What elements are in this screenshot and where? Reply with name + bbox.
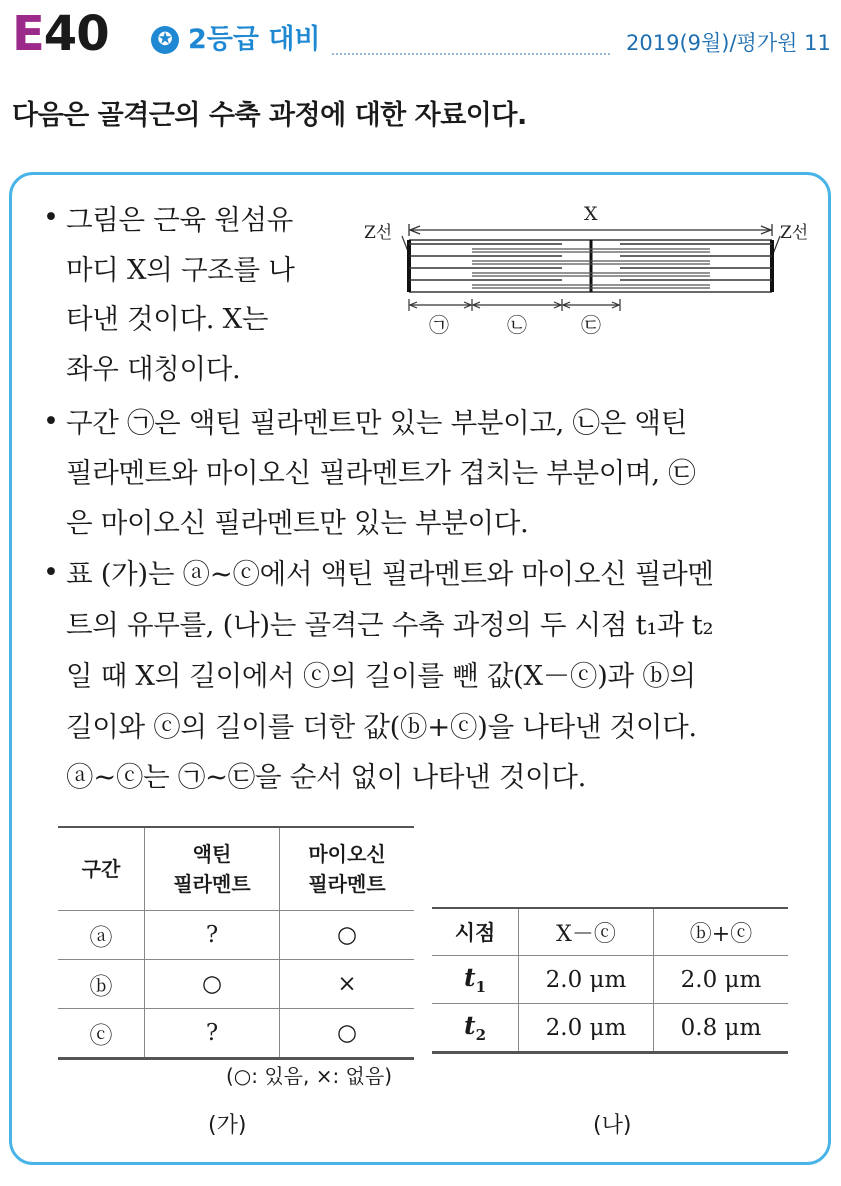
table-cell: 2.0 μm [519, 1004, 654, 1053]
table-ga-header: 액틴 필라멘트 [145, 827, 280, 911]
bullet-3-line-4: 길이와 ⓒ의 길이를 더한 값(ⓑ+ⓒ)을 나타낸 것이다. [66, 711, 697, 743]
table-na-header: 시점 [454, 921, 496, 945]
z-line-left-label: Z선 [364, 223, 393, 243]
star-icon: ✪ [151, 26, 179, 54]
table-cell: ○ [280, 1009, 415, 1059]
segment-2-label: ㉡ [507, 313, 527, 337]
bullet-dot: • [43, 202, 59, 233]
bullet-1-line-1: 그림은 근육 원섬유 [66, 204, 294, 236]
bullet-1-line-3: 타낸 것이다. X는 [66, 303, 269, 335]
table-row [58, 911, 414, 960]
table-cell: ○ [280, 911, 415, 960]
table-na-header: X－ⓒ [519, 908, 654, 956]
dotted-leader [332, 53, 610, 55]
table-cell: ? [145, 1009, 280, 1059]
table-row [58, 1009, 414, 1059]
z-line-right-label: Z선 [780, 223, 809, 243]
bullet-2-line-3: 은 마이오신 필라멘트만 있는 부분이다. [66, 507, 529, 539]
question-text: 다음은 골격근의 수축 과정에 대한 자료이다. [12, 100, 527, 131]
difficulty-label: 2등급 대비 [188, 24, 321, 55]
table-cell: ? [145, 911, 280, 960]
table-na-header: ⓑ+ⓒ [654, 908, 789, 956]
bullet-3-line-2: 트의 유무를, (나)는 골격근 수축 과정의 두 시점 t₁과 t₂ [66, 609, 714, 641]
time-point-cell: $t_2$ [432, 1004, 519, 1053]
table-row [58, 960, 414, 1009]
sarcomere-diagram [350, 196, 820, 346]
bullet-1-line-4: 좌우 대칭이다. [66, 353, 241, 385]
table-cell: ⓒ [58, 1009, 145, 1059]
table-header-row [432, 908, 788, 956]
table-row [432, 956, 788, 1004]
source-label: 2019(9월)/평가원 11 [626, 31, 831, 55]
table-ga-caption: (가) [208, 1113, 247, 1138]
table-row [432, 1004, 788, 1053]
bullet-2-line-2: 필라멘트와 마이오신 필라멘트가 겹치는 부분이며, ㉢ [66, 457, 696, 489]
bullet-dot: • [43, 406, 59, 437]
table-na [432, 907, 788, 1054]
bullet-1-line-2: 마디 X의 구조를 나 [66, 254, 295, 286]
table-cell: ⓑ [58, 960, 145, 1009]
table-cell: ⓐ [89, 924, 113, 951]
segment-3-label: ㉢ [581, 313, 601, 337]
table-ga-header: 구간 [58, 827, 145, 911]
segment-1-label: ㉠ [429, 313, 449, 337]
table-na-caption: (나) [593, 1113, 632, 1138]
bullet-3-line-3: 일 때 X의 길이에서 ⓒ의 길이를 뺀 값(X－ⓒ)과 ⓑ의 [66, 660, 696, 692]
table-cell: × [280, 960, 415, 1009]
x-dimension-arrow [409, 224, 772, 236]
table-cell: 0.8 μm [654, 1004, 789, 1053]
time-point-cell: $t_1$ [432, 956, 519, 1004]
table-cell: 2.0 μm [519, 956, 654, 1004]
bullet-3-line-1: 표 (가)는 ⓐ~ⓒ에서 액틴 필라멘트와 마이오신 필라멘 [66, 558, 714, 590]
bullet-2-line-1: 구간 ㉠은 액틴 필라멘트만 있는 부분이고, ㉡은 액틴 [66, 407, 687, 439]
problem-code: E40 [12, 6, 109, 62]
table-ga-header: 마이오신 필라멘트 [280, 827, 415, 911]
bullet-3-line-5: ⓐ~ⓒ는 ㉠~㉢을 순서 없이 나타낸 것이다. [66, 761, 587, 793]
bullet-dot: • [43, 557, 59, 588]
table-ga-legend: (○: 있음, ×: 없음) [226, 1064, 393, 1088]
table-cell: 2.0 μm [654, 956, 789, 1004]
x-label: X [584, 203, 598, 225]
table-ga [58, 826, 414, 1060]
segment-arrows [409, 299, 620, 311]
table-cell: ○ [145, 960, 280, 1009]
